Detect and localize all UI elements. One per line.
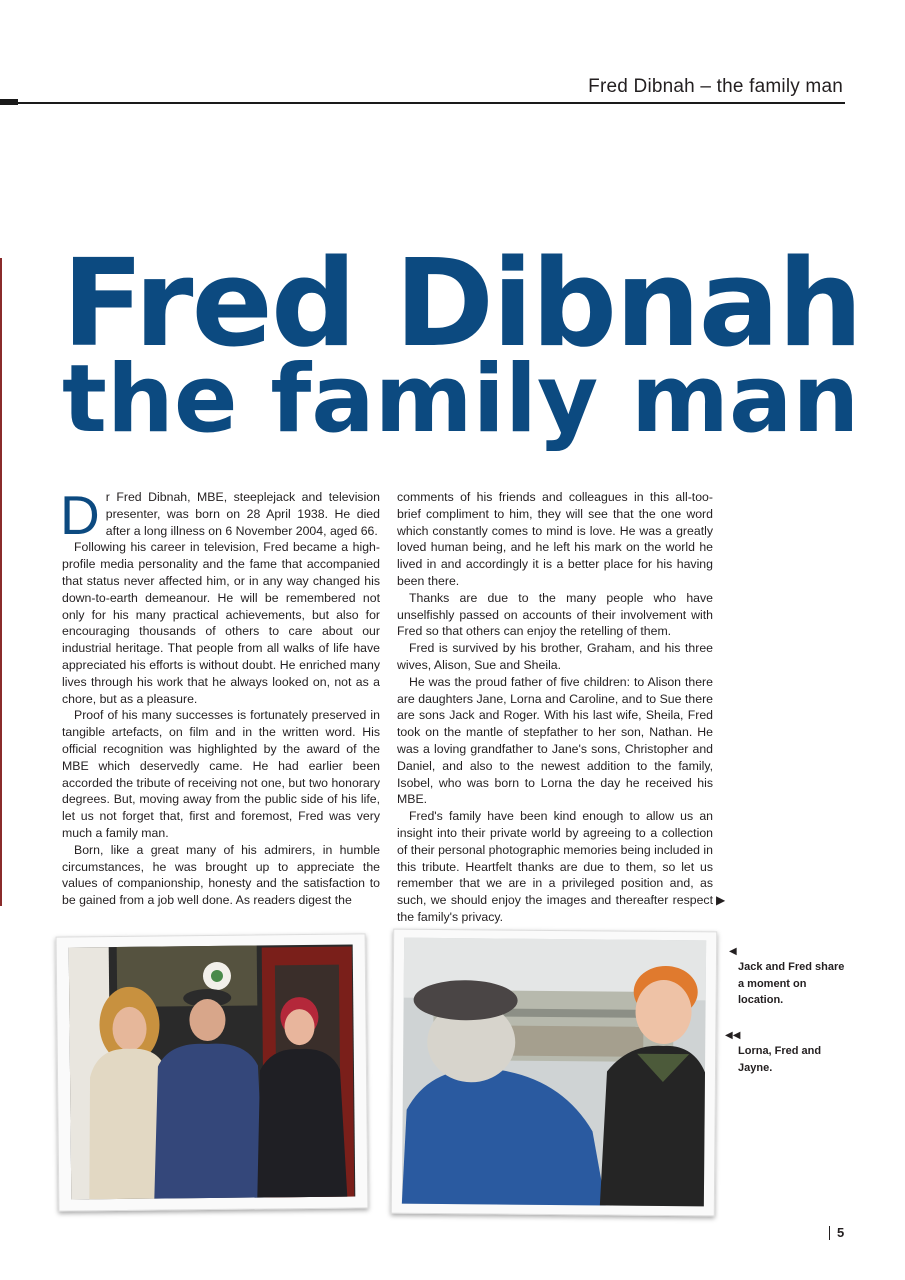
drop-cap: D	[60, 484, 100, 546]
folio-divider	[829, 1226, 830, 1240]
caption-lorna-fred-jayne: Lorna, Fred and Jayne.	[738, 1045, 822, 1074]
paragraph: Fred is survived by his brother, Graham, and his three wives, Alison, Sue and Sheila.	[397, 641, 713, 672]
page-number: 5	[837, 1225, 845, 1240]
location-photo-illustration	[392, 930, 716, 1216]
caption-arrow-left-icon: ◀	[729, 946, 737, 957]
paragraph: He was the proud father of five children: to Alison there are daughters Jane, Lorna and Caroline, and to Sue there are sons Jack and Roger. With his last wife, Sheila, Fred took on the mantle of stepfather to her son, Nathan. He was a loving grandfather to Jane's sons, Christopher and Daniel, and also to the newest addition to the family, Isobel, who was born to Lorna the day he received his MBE.	[397, 674, 713, 807]
article-column-right	[397, 489, 713, 926]
photo-lorna-fred-jayne	[56, 933, 369, 1211]
title-line-2: the family man	[62, 345, 860, 454]
paragraph: comments of his friends and colleagues in this all-too-brief compliment to him, they will see that the one word which constantly comes to mind is love. He was a greatly loved human being, and he left his mark on the world he lived in and accordingly it is a better place for his having been there.	[397, 490, 713, 588]
article-column-left	[60, 484, 380, 909]
paragraph: Following his career in television, Fred became a high-profile media personality and the fame that accompanied that status never affected him, or in any way changed his down-to-earth demeanour. He will be remembered not only for his many practical achievements, but also for encouraging thousands of others to care about our industrial heritage. That people from all walks of life have appreciated his efforts is without doubt. He enriched many lives through his work that he always looked on, not as a chore, but as a pleasure.	[62, 540, 380, 706]
running-head: Fred Dibnah – the family man	[588, 76, 843, 97]
margin-rule	[0, 258, 2, 906]
paragraph-text: r Fred Dibnah, MBE, steeplejack and television presenter, was born on 28 April 1938. He died after a long illness on 6 November 2004, aged 66.	[105, 490, 380, 538]
caption-jack-and-fred: Jack and Fred share a moment on location.	[738, 961, 845, 1006]
family-photo-illustration	[57, 934, 368, 1210]
header-rule	[0, 102, 845, 104]
caption-arrow-double-left-icon: ◀◀	[725, 1030, 741, 1041]
paragraph: Proof of his many successes is fortunately preserved in tangible artefacts, on film and in the written word. His official recognition was highlighted by the award of the MBE which deservedly came. He had earlier been accorded the tribute of receiving not one, but two honorary degrees. But, moving away from the public side of his life, let us not forget that, first and foremost, Fred was very much a family man.	[62, 708, 380, 840]
paragraph: Fred's family have been kind enough to allow us an insight into their private world by agreeing to a collection of their personal photographic memories being included in this tribute. Heartfelt thanks are due to them, so let us remember that we are in a privileged position and, as such, we should enjoy the images and thereafter respect the family's privacy.	[397, 809, 713, 924]
paragraph: Born, like a great many of his admirers, in humble circumstances, he was brought up to appreciate the values of companionship, honesty and the satisfaction to be gained from a job well done. As readers digest the	[62, 842, 380, 908]
continue-arrow-icon: ▶	[716, 893, 726, 907]
photo-jack-and-fred	[391, 929, 717, 1217]
paragraph: Thanks are due to the many people who have unselfishly passed on accounts of their involvement with Fred so that others can enjoy the retelling of them.	[397, 590, 713, 639]
title-line-1: Fred Dibnah	[62, 235, 862, 374]
paragraph	[60, 484, 380, 546]
